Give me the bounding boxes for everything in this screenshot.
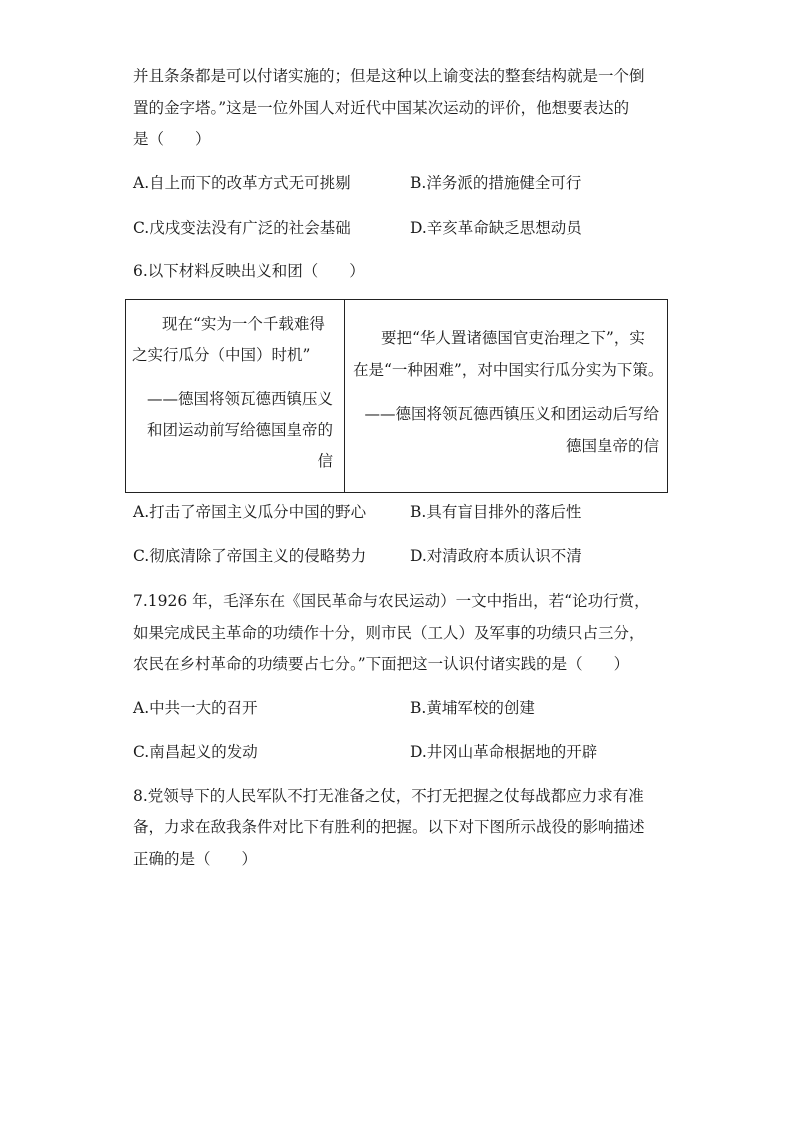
q6-stem: 6.以下材料反映出义和团（ ） [133, 262, 365, 280]
q6-option-a[interactable]: A.打击了帝国主义瓜分中国的野心 [133, 503, 367, 521]
q5-option-c[interactable]: C.戊戌变法没有广泛的社会基础 [133, 219, 351, 237]
q5-option-d[interactable]: D.辛亥革命缺乏思想动员 [410, 219, 582, 237]
right-cell-quote-line-2: 在是“一种困难”，对中国实行瓜分实为下策。 [353, 361, 664, 379]
q6-material-table [125, 299, 668, 493]
left-cell-source-line-1: ——德国将领瓦德西镇压义 [146, 390, 333, 408]
q5-option-b[interactable]: B.洋务派的措施健全可行 [410, 174, 582, 192]
q7-option-a[interactable]: A.中共一大的召开 [133, 699, 258, 717]
q6-option-d[interactable]: D.对清政府本质认识不清 [410, 547, 582, 565]
q7-option-c[interactable]: C.南昌起义的发动 [133, 743, 258, 761]
q5-stem-line-3: 是（ ） [133, 130, 211, 148]
q7-option-d[interactable]: D.井冈山革命根据地的开辟 [410, 743, 598, 761]
table-column-divider [344, 300, 345, 492]
q5-stem-line-2: 置的金字塔。”这是一位外国人对近代中国某次运动的评价，他想要表达的 [133, 99, 630, 117]
q7-stem-line-3: 农民在乡村革命的功绩要占七分。”下面把这一认识付诸实践的是（ ） [133, 655, 630, 673]
left-cell-source-line-2: 和团运动前写给德国皇帝的 [146, 421, 333, 439]
right-cell-quote-line-1: 要把“华人置诸德国官吏治理之下”，实 [381, 329, 645, 347]
q6-option-b[interactable]: B.具有盲目排外的落后性 [410, 503, 582, 521]
q7-option-b[interactable]: B.黄埔军校的创建 [410, 699, 535, 717]
q7-stem-line-1: 7.1926 年，毛泽东在《国民革命与农民运动）一文中指出，若“论功行赏， [133, 592, 650, 610]
left-cell-source-line-3: 信 [317, 452, 333, 470]
q5-option-a[interactable]: A.自上而下的改革方式无可挑剔 [133, 174, 351, 192]
q5-stem-line-1: 并且条条都是可以付诸实施的；但是这种以上谕变法的整套结构就是一个倒 [133, 67, 645, 85]
left-cell-quote-line-2: 之实行瓜分（中国）时机” [132, 346, 311, 364]
left-cell-quote-line-1: 现在“实为一个千载难得 [162, 315, 325, 333]
q8-stem-line-1: 8.党领导下的人民军队不打无准备之仗，不打无把握之仗每战都应力求有准 [133, 787, 644, 805]
q8-stem-line-3: 正确的是（ ） [133, 850, 258, 868]
q7-stem-line-2: 如果完成民主革命的功绩作十分，则市民（工人）及军事的功绩只占三分， [133, 624, 645, 642]
q8-stem-line-2: 备，力求在敌我条件对比下有胜利的把握。以下对下图所示战役的影响描述 [133, 818, 645, 836]
right-cell-source-line-1: ——德国将领瓦德西镇压义和团运动后写给 [364, 405, 659, 423]
q6-option-c[interactable]: C.彻底清除了帝国主义的侵略势力 [133, 547, 367, 565]
right-cell-source-line-2: 德国皇帝的信 [565, 437, 659, 455]
